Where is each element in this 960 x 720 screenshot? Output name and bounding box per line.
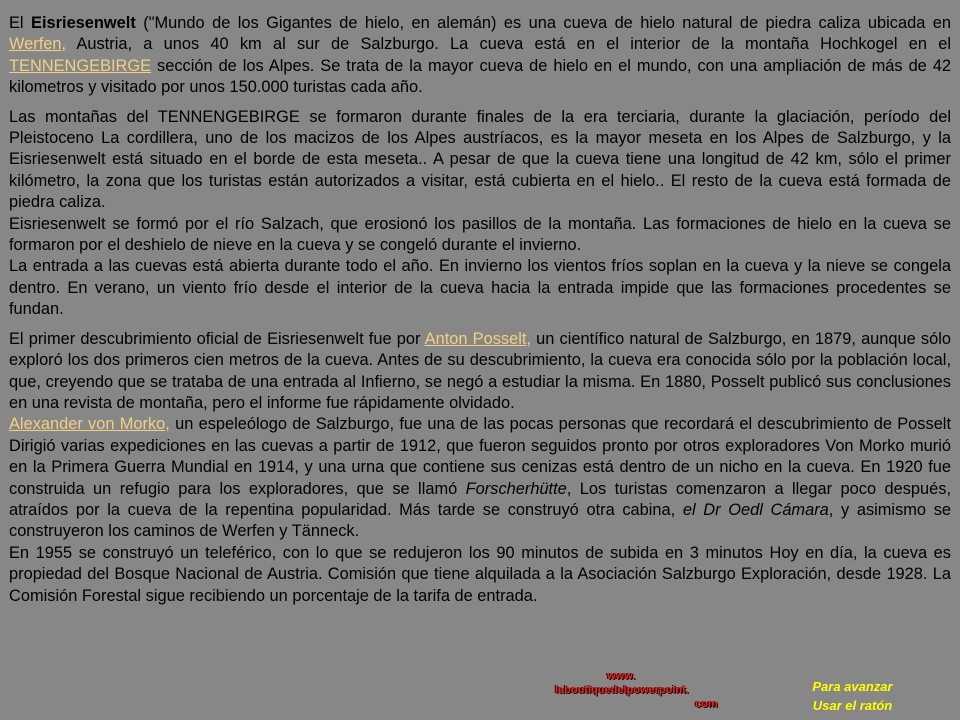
- text-run: un científico natural de Salzburgo, en 1879, aunque sólo exploró los dos primeros cien metros de la cueva. Antes de su descubrimiento, la cueva era conocida sólo por la población local, que, creyendo que se trataba de una entrada al Infierno, se negó a estudiar la misma. En 1880, Posselt publicó sus conclusiones en una revista de montaña, pero el informe fue rápidamente olvidado.: [9, 329, 951, 412]
- paragraph-cable-car: En 1955 se construyó un teleférico, con lo que se redujeron los 90 minutos de subida en 3 minutos Hoy en día, la cueva es propiedad del Bosque Nacional de Austria. Comisión que tiene alquilada a la Asociación Salzburgo Exploración, desde 1928. La Comisión Forestal sigue recibiendo un porcentaje de la tarifa de entrada.: [9, 543, 951, 605]
- link-anton-posselt[interactable]: Anton Posselt,: [424, 329, 531, 348]
- text-run: , Los turistas comenzaron a llegar poco después, atraídos por la cueva de la repentina popularidad. Más tarde se construyó otra cabina,: [9, 479, 951, 519]
- link-alexander-von-morko[interactable]: Alexander von Morko,: [9, 415, 170, 434]
- link-werfen[interactable]: Werfen,: [9, 35, 67, 54]
- advance-hint[interactable]: [790, 677, 915, 715]
- paragraph-intro: [9, 13, 951, 99]
- logo-line-3: com: [695, 698, 718, 710]
- text-run: sección de los Alpes. Se trata de la mayor cueva de hielo en el mundo, con una ampliación de más de 42 kilometros y visitado por unos 150.000 turistas cada año.: [9, 56, 951, 97]
- paragraph-mountains: Las montañas del TENNENGEBIRGE se formaron durante finales de la era terciaria, durante la glaciación, período del Pleistoceno La cordillera, uno de los macizos de los Alpes austríacos, es la mayor meseta en los Alpes de Salzburgo, y la Eisriesenwelt está situado en el borde de esta meseta.. A pesar de que la cueva tiene una longitud de 42 km, sólo el primer kilómetro, la zona que los turistas están autorizados a visitar, está cubierta en el hielo.. El resto de la cueva está formada de piedra caliza.: [9, 107, 951, 212]
- paragraph-discovery: [9, 329, 951, 415]
- link-tennengebirge[interactable]: TENNENGEBIRGE: [9, 56, 152, 75]
- text-run: El: [9, 14, 32, 32]
- advance-hint-line-1: Para avanzar: [812, 679, 893, 694]
- italic-forscherhutte: Forscherhütte: [465, 479, 567, 498]
- site-logo: [555, 669, 725, 717]
- logo-line-1: www.: [607, 670, 636, 682]
- text-run: un espeleólogo de Salzburgo, fue una de las pocas personas que recordará el descubrimiento de Posselt Dirigió varias expediciones en las cuevas a partir de 1912, que fueron seguidos pronto por otros exploradores Von Morko murió en la Primera Guerra Mundial en 1914, y una urna que contiene sus cenizas está dentro de un nicho en la cueva. En 1920 fue construida un refugio para los exploradores, que se llamó: [9, 415, 952, 498]
- text-run: ("Mundo de los Gigantes de hielo, en alemán) es una cueva de hielo natural de piedra caliza ubicada en: [135, 14, 951, 32]
- cave-name-bold: Eisriesenwelt: [31, 14, 136, 32]
- paragraph-morko: [9, 414, 951, 542]
- paragraph-entrance: La entrada a las cuevas está abierta durante todo el año. En invierno los vientos fríos soplan en la cueva y la nieve se congela dentro. En verano, un viento frío desde el interior de la cueva hacia la entrada impide que las formaciones procedentes se fundan.: [9, 257, 951, 319]
- advance-hint-line-2: Usar el ratón: [812, 698, 893, 713]
- text-run: El primer descubrimiento oficial de Eisriesenwelt fue por: [9, 329, 425, 348]
- logo-line-2: laboutiquedelpowerpoint.: [555, 684, 689, 696]
- text-run: , y asimismo se construyeron los caminos de Werfen y Tänneck.: [9, 500, 952, 541]
- paragraph-formation: Eisriesenwelt se formó por el río Salzach, que erosionó los pasillos de la montaña. Las formaciones de hielo en la cueva se formaron por el deshielo de nieve en la cueva y se congeló durante el invierno.: [9, 214, 951, 255]
- text-run: Austria, a unos 40 km al sur de Salzburgo. La cueva está en el interior de la montaña Hochkogel en el: [66, 35, 951, 54]
- article-body: [9, 13, 951, 607]
- italic-oedl-camara: el Dr Oedl Cámara: [682, 500, 829, 519]
